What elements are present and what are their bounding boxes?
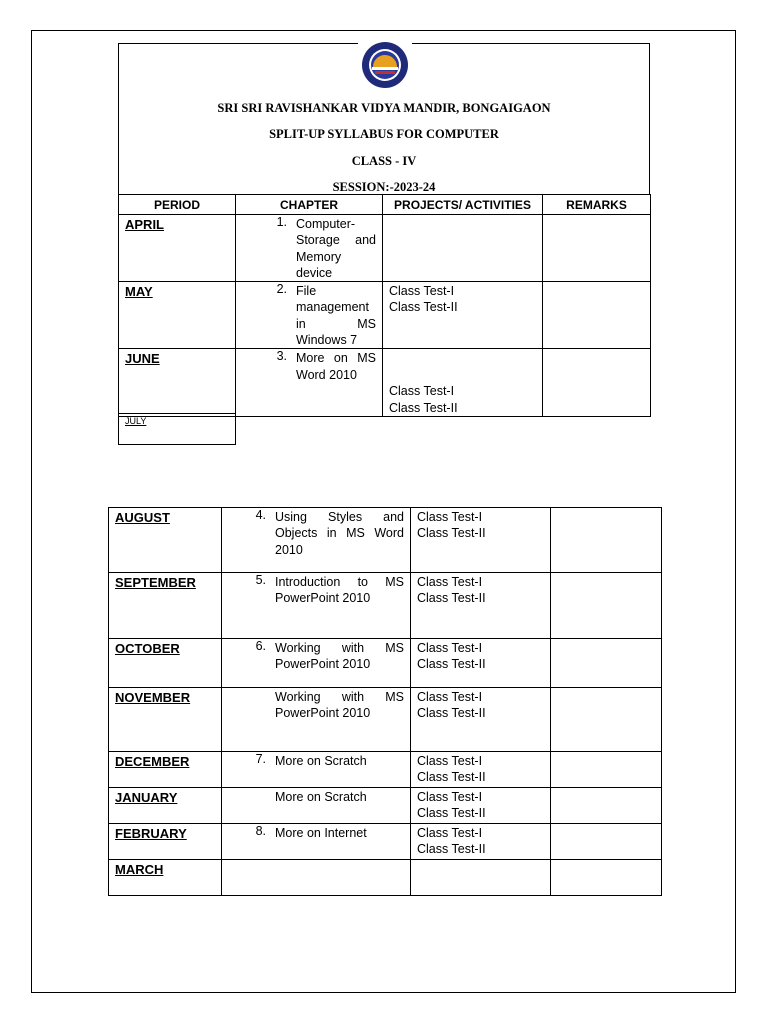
table-row (109, 860, 662, 896)
activity-item: Class Test-I (417, 690, 483, 704)
chapter-cell (236, 282, 383, 349)
activities-cell (411, 639, 551, 688)
chapter-cell (222, 688, 411, 752)
july-row-table (118, 413, 236, 445)
chapter-cell (222, 573, 411, 639)
activity-item: Class Test-II (417, 657, 486, 672)
column-header-remarks: REMARKS (543, 195, 651, 215)
remarks-cell (543, 282, 651, 349)
chapter-title: More on Scratch (275, 790, 367, 804)
chapter-title (275, 860, 404, 861)
chapter-cell (222, 508, 411, 573)
chapter-cell (222, 639, 411, 688)
chapter-number (222, 860, 275, 861)
syllabus-table-2 (108, 507, 662, 896)
table-row (109, 788, 662, 824)
chapter-cell (222, 824, 411, 860)
chapter-content (236, 282, 376, 348)
chapter-content (222, 788, 404, 805)
chapter-cell (222, 788, 411, 824)
class-title: CLASS - IV (351, 154, 417, 168)
month-july: JULY (119, 414, 236, 445)
month-january: JANUARY (109, 788, 222, 824)
chapter-number: 7. (255, 752, 266, 766)
table-row (119, 215, 651, 282)
activities-cell (411, 752, 551, 788)
activity-item: Class Test-I (417, 826, 483, 840)
month-february: FEBRUARY (109, 824, 222, 860)
activities-cell (411, 788, 551, 824)
activity-item: Class Test-I (389, 284, 455, 299)
remarks-cell (543, 215, 651, 282)
chapter-number: 3. (276, 349, 287, 364)
chapter-title: Working with MS PowerPoint 2010 (275, 690, 404, 721)
chapter-cell (222, 860, 411, 896)
activity-item: Class Test-II (417, 591, 486, 606)
chapter-title: More on Internet (275, 826, 367, 840)
chapter-title: File management in MS Windows 7 (296, 284, 376, 348)
table-row (109, 752, 662, 788)
table-row (119, 349, 651, 417)
chapter-content (222, 752, 404, 769)
activity-item: Class Test-II (389, 400, 458, 415)
chapter-title: More on MS Word 2010 (296, 351, 376, 382)
chapter-content (222, 688, 404, 722)
remarks-cell (551, 788, 662, 824)
activity-item: Class Test-I (389, 384, 455, 399)
chapter-content (222, 824, 404, 841)
chapter-title: Working with MS PowerPoint 2010 (275, 641, 404, 672)
syllabus-title: SPLIT-UP SYLLABUS FOR COMPUTER (269, 127, 499, 141)
month-april: APRIL (119, 215, 236, 282)
month-october: OCTOBER (109, 639, 222, 688)
activities-cell (411, 573, 551, 639)
chapter-cell (222, 752, 411, 788)
activities-cell (411, 508, 551, 573)
school-logo (358, 40, 412, 92)
month-march: MARCH (109, 860, 222, 896)
session-title: SESSION:-2023-24 (332, 180, 436, 194)
remarks-cell (551, 860, 662, 896)
remarks-cell (543, 349, 651, 417)
activity-item: Class Test-II (417, 706, 486, 721)
month-august: AUGUST (109, 508, 222, 573)
month-november: NOVEMBER (109, 688, 222, 752)
chapter-cell (236, 349, 383, 417)
chapter-number (222, 688, 275, 722)
month-december: DECEMBER (109, 752, 222, 788)
column-header-activities: PROJECTS/ ACTIVITIES (383, 195, 543, 215)
chapter-number: 2. (276, 282, 287, 297)
month-may: MAY (119, 282, 236, 349)
chapter-number: 5. (255, 573, 266, 587)
chapter-title: Introduction to MS PowerPoint 2010 (275, 575, 404, 606)
activity-item: Class Test-I (417, 510, 483, 524)
activity-item: Class Test-I (417, 575, 483, 589)
activity-item: Class Test-II (417, 806, 486, 821)
month-june: JUNE (119, 349, 236, 417)
activities-cell (411, 860, 551, 896)
chapter-number: 6. (255, 639, 266, 653)
chapter-number: 1. (276, 215, 287, 229)
chapter-number: 8. (255, 824, 266, 838)
remarks-cell (551, 688, 662, 752)
activity-item: Class Test-II (389, 300, 458, 315)
table-row (109, 688, 662, 752)
activity-item: Class Test-I (417, 790, 483, 804)
activity-item: Class Test-II (417, 526, 486, 541)
activities-cell (383, 282, 543, 349)
activities-cell (411, 824, 551, 860)
month-september: SEPTEMBER (109, 573, 222, 639)
remarks-cell (551, 639, 662, 688)
chapter-content (236, 349, 376, 383)
school-name: SRI SRI RAVISHANKAR VIDYA MANDIR, BONGAIGAON (217, 101, 551, 115)
column-header-period: PERIOD (119, 195, 236, 215)
activities-cell (383, 215, 543, 282)
table-row (109, 824, 662, 860)
chapter-title: Computer-Storage and Memory device (296, 217, 376, 280)
table-row (109, 573, 662, 639)
chapter-title: Using Styles and Objects in MS Word 2010 (275, 510, 404, 557)
table-row (119, 282, 651, 349)
remarks-cell (551, 752, 662, 788)
remarks-cell (551, 508, 662, 573)
chapter-content (222, 573, 404, 607)
activities-cell (411, 688, 551, 752)
remarks-cell (551, 824, 662, 860)
activity-item: Class Test-II (417, 842, 486, 857)
chapter-content (236, 215, 376, 281)
chapter-content (222, 860, 404, 861)
chapter-number: 4. (255, 508, 266, 522)
chapter-number (222, 788, 275, 805)
table-row (109, 639, 662, 688)
activity-item: Class Test-I (417, 641, 483, 655)
syllabus-table-1 (118, 194, 651, 417)
remarks-cell (551, 573, 662, 639)
chapter-content (222, 639, 404, 673)
chapter-cell (236, 215, 383, 282)
activity-item: Class Test-II (417, 770, 486, 785)
chapter-content (222, 508, 404, 558)
column-header-chapter: CHAPTER (236, 195, 383, 215)
chapter-title: More on Scratch (275, 754, 367, 768)
table-row (109, 508, 662, 573)
activities-cell (383, 349, 543, 417)
activity-item: Class Test-I (417, 754, 483, 768)
